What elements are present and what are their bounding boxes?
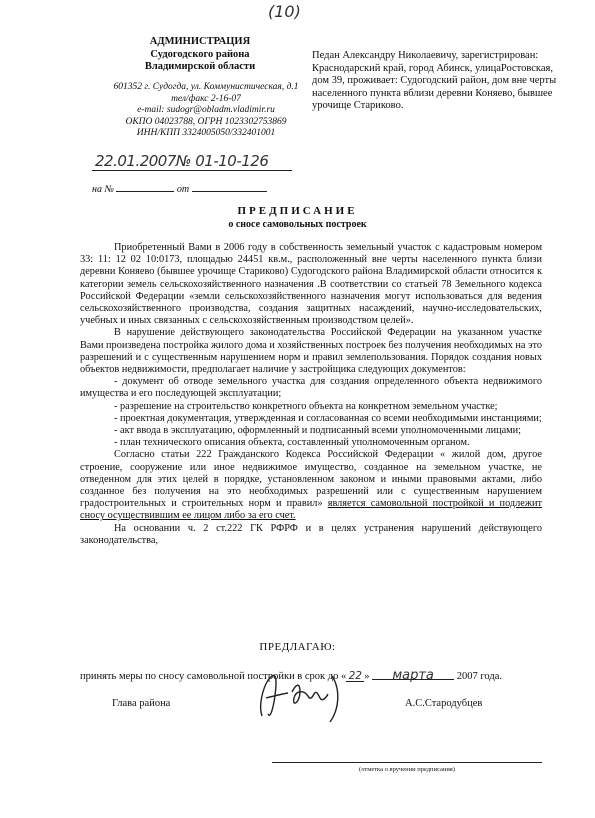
- deadline-month: марта: [372, 668, 454, 680]
- org-address: 601352 г. Судогда, ул. Коммунистическая, д.1: [113, 82, 299, 92]
- list-item-2: - разрешение на строительство конкретного объекта на конкретном земельном участке;: [114, 400, 498, 412]
- paragraph-4: На основании ч. 2 ст.222 ГК РФРФ и в целях устранения нарушений действующего законодательства,: [80, 522, 542, 546]
- registration-line: [92, 170, 292, 171]
- deadline-year: 2007 года.: [456, 671, 502, 682]
- paragraph-3-underlined: является самовольной постройкой и подлежит сносу осуществившим ее лицом либо за его счет.: [80, 498, 542, 522]
- paragraph-3-text: Согласно статьи 222 Гражданского Кодекса Российской Федерации « жилой дом, другое строение, сооружение или иное недвижимое имущество, созданное на земельном участке, не отведенном для этих целей в порядке, установленном законом и иными правовыми актами, либо созданное без получения на это необходимых разрешений или с существенным нарушением градостроительных и строительных норм и правил»: [80, 449, 542, 510]
- org-region: Владимирской области: [144, 61, 256, 72]
- deadline-text: принять меры по сносу самовольной постройки в срок до «: [80, 671, 347, 682]
- head-title: Глава района: [112, 698, 171, 709]
- document-title: ПРЕДПИСАНИЕ: [237, 205, 358, 217]
- org-okpo: ОКПО 04023788, ОГРН 1023302753869: [125, 116, 287, 127]
- paragraph-1: Приобретенный Вами в 2006 году в собственность земельный участок с кадастровым номером 33: 11: 12 02 10:0173, площадью 24451 кв.м., расположенный вне черты населенного пункта близи деревни Коняево (бывшее урочище Стариково) Судогодского района Владимирской области относится к категории земель сельскохозяйственного назначения .В соответствии со статьей 78 Земельного кодекса Российской Федерации «земли сельскохозяйственного назначения могут использоваться для ведения сельскохозяйственного производства, создания защитных насаждений, научно-исследовательских, учебных и иных связанных с сельскохозяйственным производством целей».: [80, 242, 542, 327]
- head-name: А.С.Стародубцев: [405, 698, 483, 709]
- org-phone: тел/факс 2-16-07: [171, 93, 241, 104]
- list-item-1: - документ об отводе земельного участка для создания определенного объекта недвижимого имущества и его последующей эксплуатации;: [80, 376, 542, 400]
- organization-header: [95, 36, 305, 74]
- signature-image: [248, 668, 358, 724]
- delivery-note: (отметка о вручении предписания): [359, 766, 455, 773]
- list-item-5: - план технического описания объекта, составленный уполномоченным органом.: [114, 437, 470, 449]
- ref-from: от: [176, 184, 190, 195]
- ref-number-blank: [116, 182, 174, 192]
- paragraph-2: В нарушение действующего законодательства Российской Федерации на указанном участке Вами произведена постройка жилого дома и хозяйственных построек без получения необходимых на это разрешений и с существенным нарушением норм и правил землепользования. Порядок создания новых объектов недвижимости, предполагает наличие у застройщика следующих документов:: [80, 327, 543, 376]
- registration-number: 22.01.2007№ 01-10-126: [95, 152, 269, 170]
- list-item-4: - акт ввода в эксплуатацию, оформленный и подписанный всеми уполномоченными лицами;: [114, 425, 522, 437]
- org-name: АДМИНИСТРАЦИЯ: [149, 36, 251, 47]
- org-email: e-mail: sudogr@obladm.vladimir.ru: [137, 105, 275, 115]
- ref-date-blank: [192, 182, 267, 192]
- delivery-line: [272, 762, 542, 763]
- list-item-3: - проектная документация, утвержденная и согласованная со всеми необходимыми инстанциями;: [114, 412, 542, 424]
- ref-prefix: на №: [92, 184, 114, 195]
- deadline-quote: »: [364, 671, 370, 682]
- org-district: Судогодского района: [150, 48, 250, 60]
- reference-line: [92, 182, 267, 195]
- org-inn: ИНН/КПП 3324005050/332401001: [136, 128, 276, 138]
- paragraph-3: [80, 449, 542, 522]
- document-subtitle: о сносе самовольных построек: [228, 219, 367, 230]
- organization-contacts: [92, 82, 320, 140]
- propose-heading: ПРЕДЛАГАЮ:: [259, 641, 336, 653]
- addressee: Педан Александру Николаевичу, зарегистрирован: Краснодарский край, город Абинск, улицаРостовская, дом 39, проживает: Судогодский район, дом вне черты населенного пункта вблизи деревни Коняево, бывшее урочище Стариково.: [312, 50, 557, 111]
- deadline-day: 22: [346, 670, 364, 682]
- page-number-mark: (10): [268, 2, 301, 21]
- document-body: [80, 242, 542, 547]
